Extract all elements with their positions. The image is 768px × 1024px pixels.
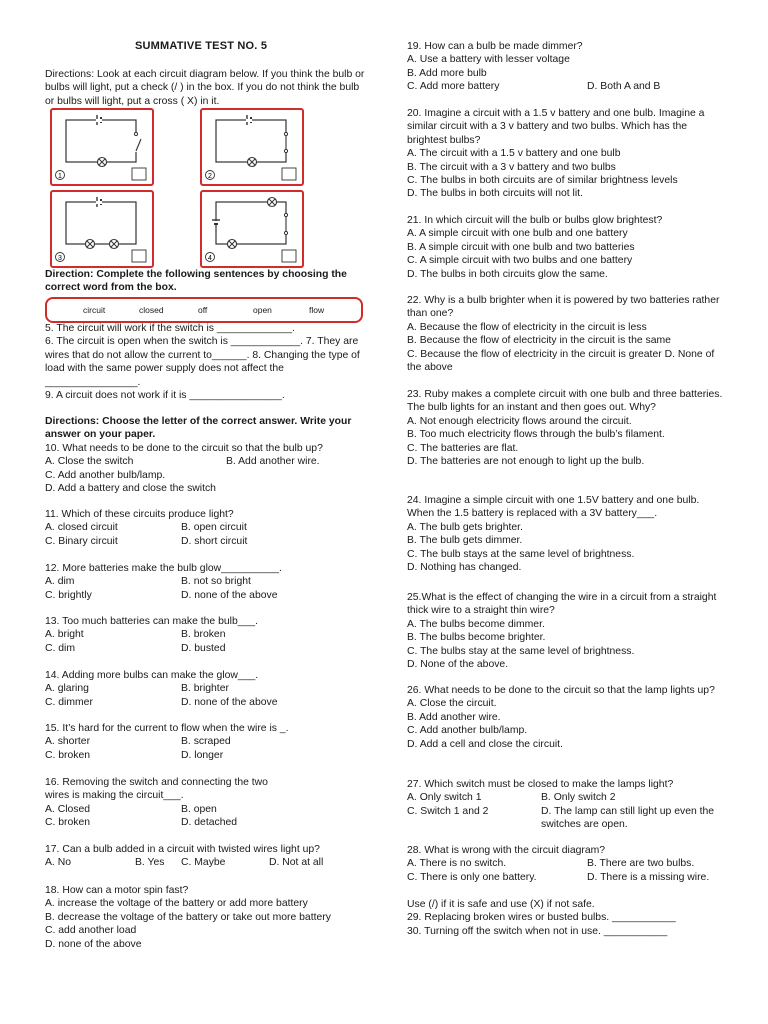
question-stem-cont: wires is making the circuit___. <box>45 790 184 802</box>
option-d: D. Add a cell and close the circuit. <box>407 738 563 750</box>
word-box-item: flow <box>309 305 325 315</box>
word-box-item: off <box>198 305 208 315</box>
option-d: D. busted <box>181 642 226 654</box>
question-stem: 10. What needs to be done to the circuit so that the bulb up? <box>45 443 323 454</box>
option-a: A. bright <box>45 629 84 641</box>
option-c: C. There is only one battery. <box>407 871 537 883</box>
option-b: B. Too much electricity flows through the bulb’s filament. <box>407 429 665 441</box>
word-box-item: closed <box>139 305 164 315</box>
safety-section <box>407 898 729 938</box>
option-a: A. Not enough electricity flows around the circuit. <box>407 415 632 427</box>
question-stem: 26. What needs to be done to the circuit so that the lamp lights up? <box>407 685 715 696</box>
option-d: D. The batteries are not enough to light up the bulb. <box>407 456 645 468</box>
question-stem: 17. Can a bulb added in a circuit with twisted wires light up? <box>45 844 320 855</box>
question-stem: 28. What is wrong with the circuit diagram? <box>407 845 606 856</box>
option-d: D. short circuit <box>181 535 248 547</box>
option-b: B. open <box>181 803 217 815</box>
option-a: A. dim <box>45 576 75 588</box>
circuit-diagram-3 <box>50 190 154 268</box>
option-a: A. The bulb gets brighter. <box>407 521 523 533</box>
directions-fill-in: Direction: Complete the following sentences by choosing the correct word from the box. <box>45 269 347 294</box>
option-d: D. Nothing has changed. <box>407 562 522 574</box>
option-b: B. Add another wire. <box>226 456 320 468</box>
option-c: C. The bulb stays at the same level of brightness. <box>407 548 635 560</box>
question-26 <box>407 684 729 751</box>
question-stem: 13. Too much batteries can make the bulb___. <box>45 616 258 627</box>
option-d: D. none of the above <box>45 938 142 950</box>
option-a: A. closed circuit <box>45 522 118 534</box>
option-b: B. brighter <box>181 683 229 695</box>
circuit-diagram-2 <box>200 108 304 186</box>
question-28 <box>407 844 729 884</box>
question-30: 30. Turning off the switch when not in use. ___________ <box>407 925 668 937</box>
option-c: C. The bulbs stay at the same level of brightness. <box>407 645 635 657</box>
option-c: C. A simple circuit with two bulbs and one battery <box>407 255 633 267</box>
question-stem: 18. How can a motor spin fast? <box>45 885 189 896</box>
option-c: C. broken <box>45 817 91 829</box>
question-12 <box>45 562 370 602</box>
option-b: B. There are two bulbs. <box>587 858 695 870</box>
question-21 <box>407 214 729 281</box>
question-stem: 12. More batteries make the bulb glow__________. <box>45 563 282 574</box>
option-c: C. The batteries are flat. <box>407 442 519 454</box>
word-box-item: open <box>253 305 272 315</box>
question-stem: 11. Which of these circuits produce light? <box>45 509 234 520</box>
option-d: D. longer <box>181 749 224 761</box>
option-d: D. Add a battery and close the switch <box>45 483 216 495</box>
question-19 <box>407 40 729 94</box>
option-c: C. Maybe <box>181 857 226 869</box>
option-b: B. Yes <box>135 857 165 869</box>
question-stem: 20. Imagine a circuit with a 1.5 v battery and one bulb. Imagine a similar circuit with a 3 v battery and two bulbs. Which has the brightest bulbs? <box>407 108 705 146</box>
option-b: B. The circuit with a 3 v battery and two bulbs <box>407 161 616 173</box>
option-a: A. shorter <box>45 736 91 748</box>
option-b: B. decrease the voltage of the battery or take out more battery <box>45 911 331 923</box>
question-29: 29. Replacing broken wires or busted bulbs. ___________ <box>407 912 676 924</box>
word-box <box>45 297 363 323</box>
option-a: A. Close the circuit. <box>407 698 497 710</box>
option-a: A. There is no switch. <box>407 858 507 870</box>
option-b: B. broken <box>181 629 226 641</box>
question-stem: 19. How can a bulb be made dimmer? <box>407 41 583 52</box>
option-d: D. Not at all <box>269 857 324 869</box>
question-5: 5. The circuit will work if the switch is _____________. <box>45 323 295 334</box>
option-c: C. dim <box>45 642 76 654</box>
question-14 <box>45 669 370 709</box>
circuit-diagram-4 <box>200 190 304 268</box>
option-d: D. The bulbs in both circuits will not lit. <box>407 188 583 200</box>
option-b: B. open circuit <box>181 522 247 534</box>
option-c: C. broken <box>45 749 91 761</box>
option-c: C. add another load <box>45 925 137 937</box>
option-b: B. A simple circuit with one bulb and two batteries <box>407 241 635 253</box>
option-a: A. No <box>45 857 71 869</box>
question-stem: 15. It’s hard for the current to flow when the wire is _. <box>45 723 289 734</box>
question-stem: 24. Imagine a simple circuit with one 1.5V battery and one bulb. When the 1.5 battery is replaced with a 3V battery___. <box>407 495 700 520</box>
question-stem: 23. Ruby makes a complete circuit with one bulb and three batteries. The bulb lights for an instant and then goes out. Why? <box>407 389 723 414</box>
option-b: B. The bulbs become brighter. <box>407 632 546 644</box>
option-c: C. Add more battery <box>407 81 500 93</box>
question-10 <box>45 442 370 496</box>
option-a: A. Closed <box>45 803 91 815</box>
option-d: D. none of the above <box>181 696 278 708</box>
option-c: C. Binary circuit <box>45 535 118 547</box>
option-d: D. Both A and B <box>587 81 661 93</box>
diagram-number: 4 <box>208 255 212 262</box>
option-d: D. None of the above. <box>407 659 509 671</box>
word-box-item: circuit <box>83 305 106 315</box>
directions-multiple-choice: Directions: Choose the letter of the correct answer. Write your answer on your paper. <box>45 416 352 441</box>
option-b: B. Only switch 2 <box>541 792 616 804</box>
option-a: A. Because the flow of electricity in the circuit is less <box>407 321 647 333</box>
option-c: C. dimmer <box>45 696 93 708</box>
question-24 <box>407 494 729 574</box>
option-a: A. The circuit with a 1.5 v battery and one bulb <box>407 148 621 160</box>
page-title: SUMMATIVE TEST NO. 5 <box>135 40 268 52</box>
option-a: A. Only switch 1 <box>407 792 482 804</box>
option-a: A. A simple circuit with one bulb and one battery <box>407 228 628 240</box>
fill-in-questions <box>45 322 370 402</box>
diagram-number: 3 <box>58 255 62 262</box>
option-c: C. The bulbs in both circuits are of similar brightness levels <box>407 175 678 187</box>
option-c: C. Add another bulb/lamp. <box>407 725 528 737</box>
question-22 <box>407 294 729 374</box>
option-a: A. Use a battery with lesser voltage <box>407 54 570 66</box>
option-b: B. Add more bulb <box>407 67 487 79</box>
option-b: B. Add another wire. <box>407 711 501 723</box>
question-20 <box>407 107 729 201</box>
question-stem: 27. Which switch must be closed to make the lamps light? <box>407 779 674 790</box>
question-stem: 14. Adding more bulbs can make the glow___. <box>45 670 259 681</box>
question-16 <box>45 776 370 830</box>
option-d: D. none of the above <box>181 589 278 601</box>
option-a: A. glaring <box>45 683 89 695</box>
option-c: C. brightly <box>45 589 92 601</box>
question-6-8: 6. The circuit is open when the switch is ____________. 7. They are wires that do not allow the current to______. 8. Changing the type of load with the same power supply does not affect the ________________. <box>45 336 360 388</box>
question-27 <box>407 778 729 832</box>
option-c: C. Switch 1 and 2 <box>407 805 489 817</box>
question-13 <box>45 615 370 655</box>
option-b: B. not so bright <box>181 576 251 588</box>
option-a: A. increase the voltage of the battery or add more battery <box>45 898 308 910</box>
option-a: A. Close the switch <box>45 456 134 468</box>
option-c: C. Add another bulb/lamp. <box>45 469 166 481</box>
option-d: D. detached <box>181 817 238 829</box>
option-c: C. Because the flow of electricity in the circuit is greater D. None of the above <box>407 348 715 374</box>
circuit-diagram-1 <box>50 108 154 186</box>
option-d: D. The lamp can still light up even the switches are open. <box>541 805 715 831</box>
option-b: B. Because the flow of electricity in the circuit is the same <box>407 335 671 347</box>
safety-directions: Use (/) if it is safe and use (X) if not safe. <box>407 899 595 910</box>
question-18 <box>45 884 370 951</box>
question-9: 9. A circuit does not work if it is ________________. <box>45 390 285 402</box>
diagram-number: 1 <box>58 173 62 180</box>
question-11 <box>45 508 370 548</box>
question-17 <box>45 843 370 870</box>
diagram-number: 2 <box>208 173 212 180</box>
question-stem: 16. Removing the switch and connecting the two <box>45 777 268 788</box>
question-stem: 25.What is the effect of changing the wire in a circuit from a straight thick wire to a straight thin wire? <box>407 592 717 617</box>
question-stem: 22. Why is a bulb brighter when it is powered by two batteries rather than one? <box>407 295 720 320</box>
option-d: D. The bulbs in both circuits glow the same. <box>407 268 608 280</box>
question-15 <box>45 722 370 762</box>
option-d: D. There is a missing wire. <box>587 871 710 883</box>
directions-circuits: Directions: Look at each circuit diagram below. If you think the bulb or bulbs will light, put a check (/ ) in the box. If you do not think the bulb or bulbs will light, put a cross ( X) in it. <box>45 69 365 107</box>
option-b: B. The bulb gets dimmer. <box>407 535 523 547</box>
option-b: B. scraped <box>181 736 231 748</box>
question-23 <box>407 388 729 468</box>
option-a: A. The bulbs become dimmer. <box>407 618 545 630</box>
question-stem: 21. In which circuit will the bulb or bulbs glow brightest? <box>407 215 663 226</box>
question-25 <box>407 591 729 671</box>
